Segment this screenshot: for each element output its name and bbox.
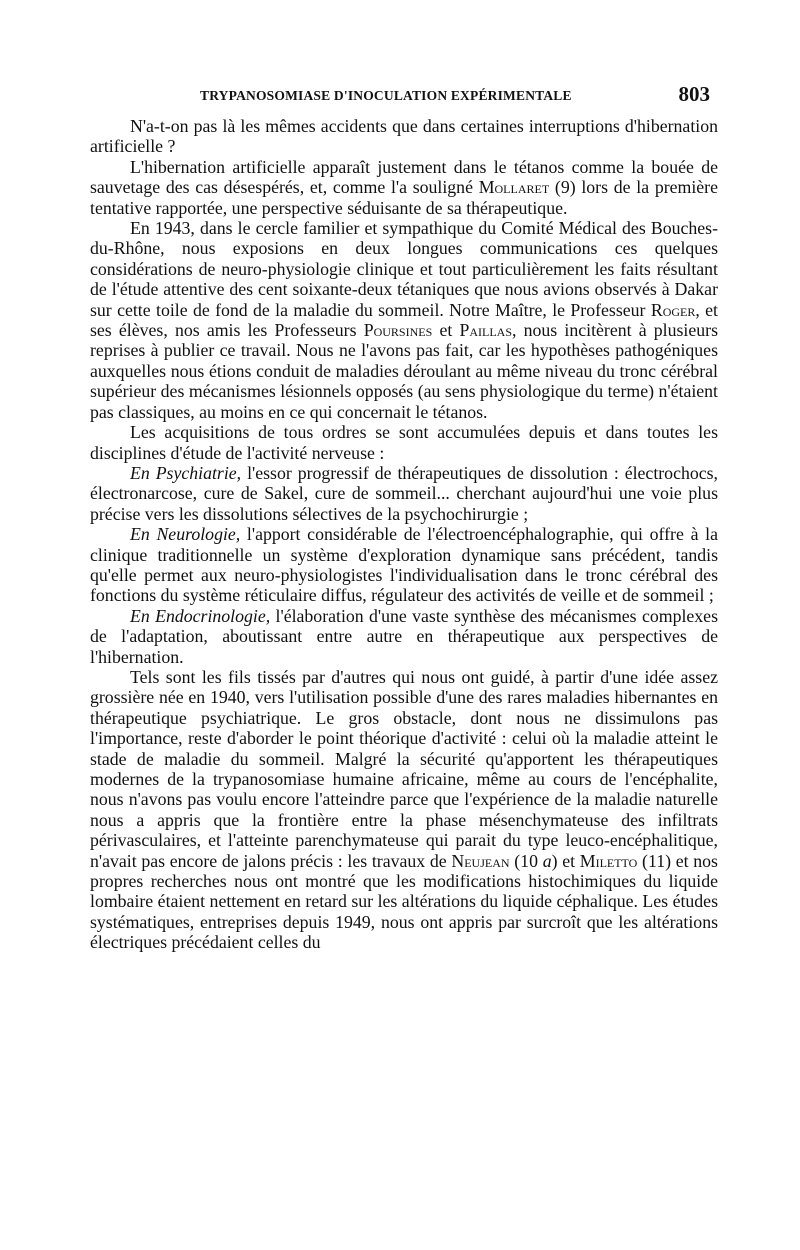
paragraph [90,667,718,953]
text-run: (9) lors de la première tentative rapportée, une perspective séduisante de sa thérapeutique. [90,177,718,218]
body-text [90,116,718,953]
book-page [90,76,718,953]
running-title: TRYPANOSOMIASE D'INOCULATION EXPÉRIMENTALE [200,88,572,103]
reference-letter: a [542,850,552,871]
paragraph [90,422,718,463]
author-name: Mollaret [478,177,550,198]
section-lead: En Neurologie, [130,524,241,545]
paragraph [90,524,718,606]
text-run: , nous incitèrent à plusieurs reprises à publier ce travail. Nous ne l'avons pas fait, car les hypothèses pathogéniques auxquelles nous étions conduit de maladies déroulant au même niveau du tronc cérébral supérieur des mécanismes lésionnels opposés (au sens physiologique du terme) n'étaient pas classiques, au moins en ce qui concernait le tétanos. [90,320,718,422]
author-name: Neujean [451,850,510,871]
text-run: l'essor progressif de thérapeutiques de dissolution : électrochocs, électronarcose, cure de Sakel, cure de sommeil... cherchant aujourd'hui une voie plus précise vers les dissolutions sélectives de la psychochirurgie ; [90,462,718,524]
text-run: Les acquisitions de tous ordres se sont accumulées depuis et dans toutes les disciplines d'étude de l'activité nerveuse : [90,422,718,463]
author-name: Miletto [579,850,638,871]
author-name: Paillas [459,320,513,341]
text-run: , et ses élèves, nos amis les Professeurs [90,299,718,341]
paragraph [90,157,718,218]
author-name: Poursines [363,320,433,341]
text-run: L'hibernation artificielle apparaît justement dans le tétanos comme la bouée de sauvetage des cas désespérés, et, comme l'a souligné [90,156,718,198]
section-lead: En Endocrinologie, [130,605,271,626]
text-run: (11) et nos propres recherches nous ont montré que les modifications histochimiques du liquide lombaire étaient nettement en retard sur les altérations du liquide céphalique. Les études systématiques, entreprises depuis 1949, nous ont appris par surcroît que les altérations électriques précédaient celles du [90,850,718,953]
text-run: l'élaboration d'une vaste synthèse des mécanismes complexes de l'adaptation, aboutissant entre autre en thérapeutique aux perspectives de l'hibernation. [90,605,718,667]
text-run: Tels sont les fils tissés par d'autres qui nous ont guidé, à partir d'une idée assez grossière née en 1940, vers l'utilisation possible d'une des rares maladies hibernantes en thérapeutique psychiatrique. Le gros obstacle, dont nous ne dissimulons pas l'importance, reste d'aborder le point théorique d'activité : celui où la maladie atteint le stade de maladie du sommeil. Malgré la sécurité qu'apportent les thérapeutiques modernes de la trypanosomiase humaine africaine, même au cours de l'encéphalite, nous n'avons pas voulu encore l'atteindre parce que l'expérience de la maladie naturelle nous a appris que la frontière entre la phase mésenchymateuse des infiltrats périvasculaires, et l'atteinte parenchymateuse qui parait du type leuco-encéphalitique, n'avait pas encore de jalons précis : les travaux de [90,666,718,871]
paragraph [90,218,718,422]
text-run: (10 [509,850,543,871]
paragraph [90,116,718,157]
text-run: En 1943, dans le cercle familier et sympathique du Comité Médical des Bouches-du-Rhône, nous exposions en deux longues communications ces quelques considérations de neuro-physiologie clinique et tout particulièrement les faits résultant de l'étude attentive des cent soixante-deux tétaniques que nous avions observés à Dakar sur cette toile de fond de la maladie du sommeil. Notre Maître, le Professeur [90,218,718,320]
page-number: 803 [678,82,710,106]
text-run: N'a-t-on pas là les mêmes accidents que dans certaines interruptions d'hibernation artificielle ? [90,116,718,157]
text-run: l'apport considérable de l'électroencéphalographie, qui offre à la clinique traditionnelle un système d'exploration dynamique sans précédent, tandis qu'elle permet aux neuro-physiologistes l'individualisation dans le tronc cérébral des fonctions du système réticulaire diffus, régulateur des activités de veille et de sommeil ; [90,524,718,606]
author-name: Roger [650,299,696,320]
text-run: et [432,320,460,341]
paragraph [90,463,718,524]
paragraph [90,606,718,667]
text-run: ) et [551,850,580,871]
running-head [90,76,718,116]
section-lead: En Psychiatrie, [130,462,242,483]
